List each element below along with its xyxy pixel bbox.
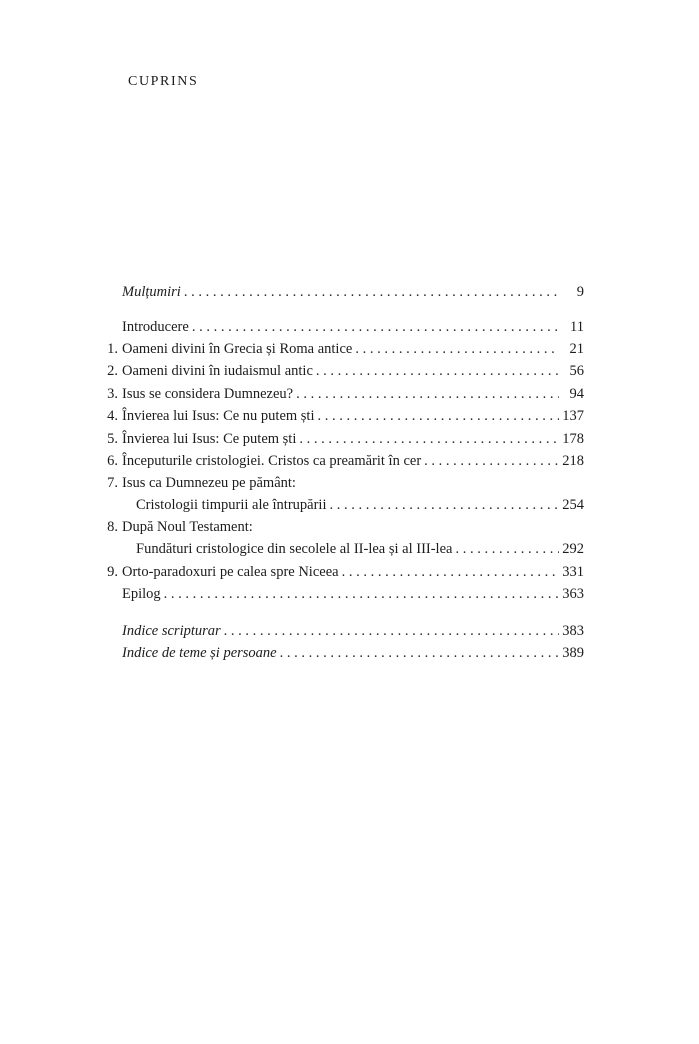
dot-leader [296,383,559,405]
chapter-number: 4. [107,408,118,424]
chapter-number: 7. [107,475,118,491]
toc-page-number: 389 [562,645,584,661]
toc-page-number: 178 [562,431,584,447]
toc-entry-acknowledgements[interactable] [100,281,584,303]
dot-leader [192,316,559,338]
toc-entry-title: Învierea lui Isus: Ce putem ști [122,431,297,447]
toc-entry-title: Începuturile cristologiei. Cristos ca preamărit în cer [122,453,422,469]
dot-leader [184,281,559,303]
toc-entry-chapter-1[interactable] [100,338,584,360]
toc-page-number: 137 [562,408,584,424]
toc-entry-title: Indice scripturar [122,623,221,639]
toc-entry-title: Oameni divini în iudaismul antic [122,363,313,379]
toc-entry-chapter-7[interactable] [100,472,584,494]
toc-entry-index-scripture[interactable] [100,620,584,642]
toc-entry-chapter-4[interactable] [100,405,584,427]
toc-page-number: 21 [569,341,584,357]
toc-entry-chapter-5[interactable] [100,428,584,450]
dot-leader [455,538,559,560]
dot-leader [280,642,559,664]
dot-leader [316,360,559,382]
dot-leader [164,583,559,605]
dot-leader [342,561,559,583]
toc-entry-title: După Noul Testament: [122,519,253,535]
toc-page-number: 383 [562,623,584,639]
chapter-number: 8. [107,519,118,535]
toc-page-number: 363 [562,586,584,602]
toc-page-number: 94 [569,386,584,402]
dot-leader [318,405,560,427]
toc-entry-title: Mulțumiri [122,284,181,300]
toc-entry-index-topics[interactable] [100,642,584,664]
toc-entry-title: Indice de teme și persoane [122,645,277,661]
chapter-number: 2. [107,363,118,379]
toc-entry-title: Oameni divini în Grecia și Roma antice [122,341,353,357]
toc-page-number: 292 [562,541,584,557]
chapter-number: 1. [107,341,118,357]
page-title: CUPRINS [128,74,199,89]
chapter-number: 9. [107,564,118,580]
toc-entry-subtitle: Fundături cristologice din secolele al II-lea și al III-lea [136,541,453,557]
dot-leader [355,338,559,360]
toc-entry-epilogue[interactable] [100,583,584,605]
toc-page-number: 254 [562,497,584,513]
toc-entry-title: Isus ca Dumnezeu pe pământ: [122,475,296,491]
toc-entry-introduction[interactable] [100,316,584,338]
dot-leader [299,428,559,450]
toc-entry-title: Epilog [122,586,161,602]
dot-leader [424,450,559,472]
toc-page-number: 11 [570,319,584,335]
chapter-number: 5. [107,431,118,447]
toc-entry-chapter-2[interactable] [100,360,584,382]
toc-entry-title: Orto-paradoxuri pe calea spre Niceea [122,564,339,580]
toc-entry-title: Învierea lui Isus: Ce nu putem ști [122,408,315,424]
toc-entry-title: Isus se considera Dumnezeu? [122,386,294,402]
toc-page-number: 218 [562,453,584,469]
toc-page-number: 331 [562,564,584,580]
toc-entry-chapter-8[interactable] [100,516,584,538]
toc-entry-title: Introducere [122,319,189,335]
chapter-number: 3. [107,386,118,402]
toc-entry-chapter-7-subtitle[interactable] [100,494,584,516]
toc-entry-chapter-8-subtitle[interactable] [100,538,584,560]
chapter-number: 6. [107,453,118,469]
toc-page-number: 56 [569,363,584,379]
toc-entry-subtitle: Cristologii timpurii ale întrupării [136,497,327,513]
dot-leader [330,494,560,516]
dot-leader [224,620,559,642]
toc-entry-chapter-3[interactable] [100,383,584,405]
toc-entry-chapter-9[interactable] [100,561,584,583]
toc-page-number: 9 [576,284,584,300]
toc-entry-chapter-6[interactable] [100,450,584,472]
